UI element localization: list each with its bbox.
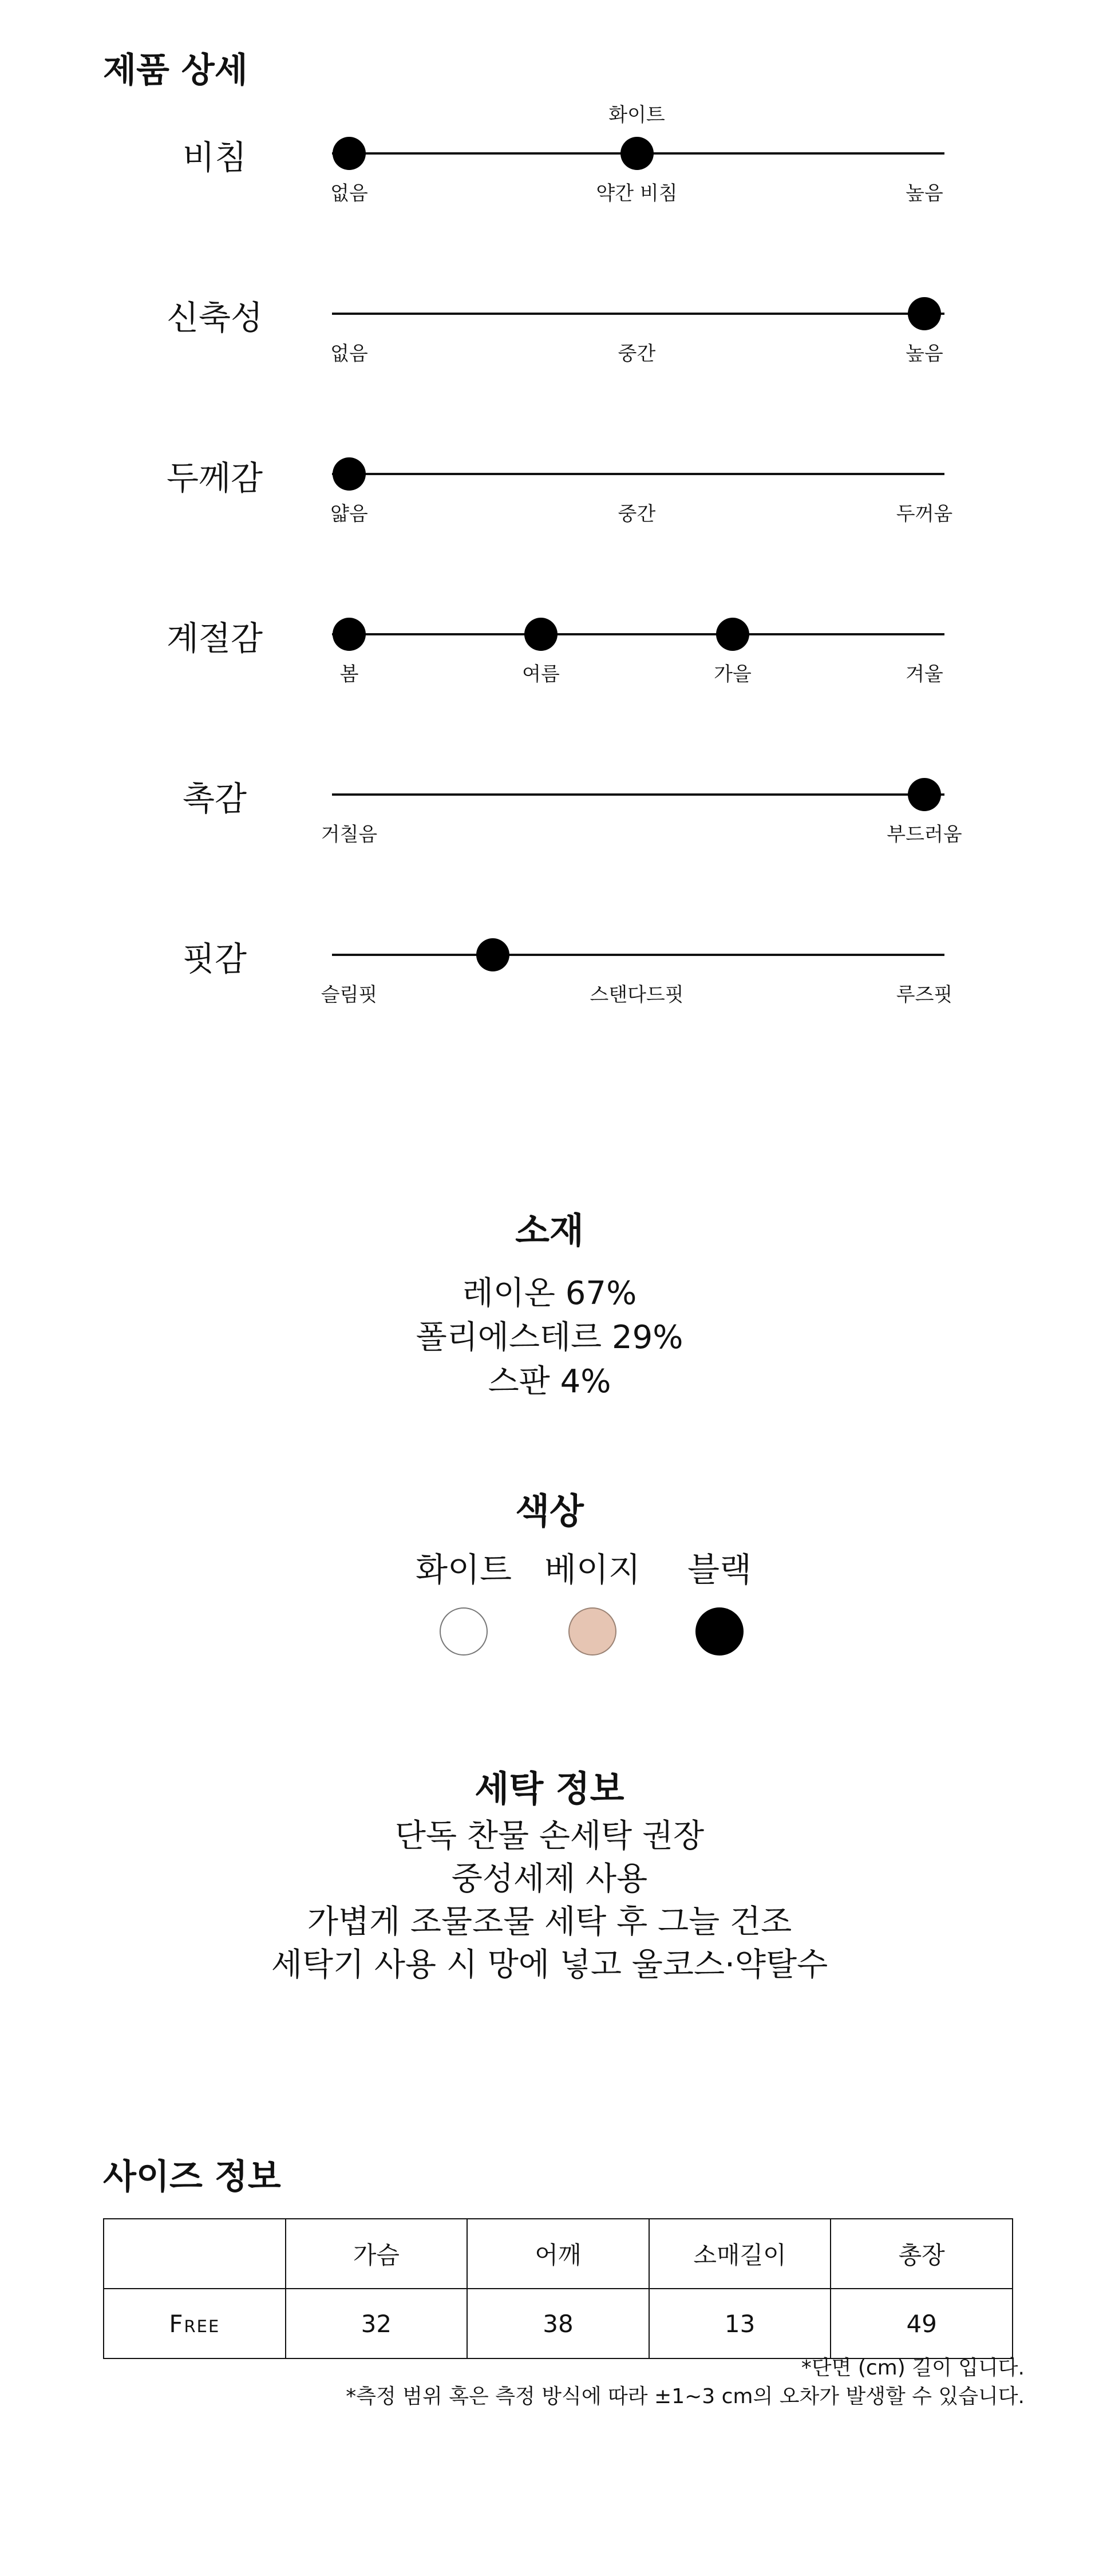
- attribute-tick-label: 루즈핏: [896, 983, 953, 1006]
- attribute-level-dot: [908, 297, 941, 330]
- color-swatch-black: [695, 1607, 744, 1656]
- attribute-label: 신축성: [166, 298, 263, 337]
- attribute-tick-label: 중간: [618, 503, 656, 526]
- wash-line: 단독 찬물 손세탁 권장: [394, 1818, 705, 1855]
- attribute-tick-label: 높음: [906, 342, 943, 365]
- size-title: 사이즈 정보: [103, 2157, 281, 2197]
- color-name-white: 화이트: [415, 1550, 512, 1589]
- size-table-header-row: [104, 2219, 1013, 2289]
- attribute-level-dot: [333, 457, 366, 491]
- attribute-tick-label: 부드러움: [887, 823, 962, 846]
- size-header-cell: 소매길이: [649, 2219, 831, 2289]
- color-swatch-white: [440, 1607, 488, 1656]
- attribute-tick-label: 약간 비침: [596, 182, 678, 205]
- color-name-beige: 베이지: [544, 1550, 641, 1589]
- size-footnote: *단면 (cm) 길이 입니다.: [801, 2356, 1025, 2380]
- material-line: 레이온 67%: [462, 1275, 637, 1312]
- attribute-level-dot: [476, 938, 509, 971]
- size-header-cell: [104, 2219, 286, 2289]
- size-cell: 13: [649, 2289, 831, 2358]
- size-footnote: *측정 범위 혹은 측정 방식에 따라 ±1~3 cm의 오차가 발생할 수 있습니다.: [346, 2385, 1025, 2408]
- attribute-tick-label: 가을: [714, 663, 752, 686]
- size-cell: 32: [286, 2289, 468, 2358]
- attribute-level-dot: [333, 618, 366, 651]
- attribute-level-dot: [620, 137, 654, 170]
- size-table-row: [104, 2289, 1013, 2358]
- attribute-tick-label: 두꺼움: [896, 503, 953, 526]
- attribute-label: 촉감: [182, 779, 247, 818]
- attribute-label: 비침: [182, 138, 247, 177]
- detail-title: 제품 상세: [103, 50, 248, 90]
- attribute-tick-label: 봄: [339, 663, 359, 686]
- attribute-tick-label: 얇음: [330, 503, 368, 526]
- wash-line: 중성세제 사용: [451, 1860, 648, 1898]
- attribute-level-dot: [333, 137, 366, 170]
- color-name-black: 블랙: [687, 1550, 752, 1589]
- size-header-cell: 총장: [831, 2219, 1013, 2289]
- attribute-tick-label: 겨울: [906, 663, 943, 686]
- size-cell: 38: [467, 2289, 649, 2358]
- attribute-tick-label: 없음: [330, 342, 368, 365]
- wash-line: 세탁기 사용 시 망에 넣고 울코스·약탈수: [271, 1946, 828, 1984]
- attribute-level-dot: [908, 778, 941, 811]
- attribute-note: 화이트: [608, 104, 665, 127]
- attribute-label: 계절감: [166, 619, 263, 658]
- attribute-scale-line: [332, 954, 944, 956]
- material-line: 스판 4%: [488, 1363, 611, 1400]
- wash-line: 가볍게 조물조물 세탁 후 그늘 건조: [307, 1903, 792, 1941]
- material-title: 소재: [515, 1210, 584, 1251]
- attribute-tick-label: 여름: [522, 663, 560, 686]
- attribute-tick-label: 없음: [330, 182, 368, 205]
- attribute-tick-label: 슬림핏: [321, 983, 378, 1006]
- material-line: 폴리에스테르 29%: [416, 1319, 683, 1356]
- attribute-tick-label: 거칠음: [321, 823, 378, 846]
- attribute-level-dot: [524, 618, 558, 651]
- size-table: [103, 2218, 1013, 2359]
- attribute-scale-line: [332, 313, 944, 315]
- attribute-scale-line: [332, 633, 944, 635]
- colors-title: 색상: [515, 1490, 584, 1532]
- size-cell: Free: [104, 2289, 286, 2358]
- attribute-level-dot: [716, 618, 749, 651]
- size-header-cell: 어깨: [467, 2219, 649, 2289]
- color-swatch-beige: [568, 1607, 616, 1656]
- attribute-scale-line: [332, 473, 944, 475]
- attribute-tick-label: 스탠다드핏: [590, 983, 684, 1006]
- attribute-tick-label: 중간: [618, 342, 656, 365]
- size-cell: 49: [831, 2289, 1013, 2358]
- attribute-label: 두께감: [166, 459, 263, 497]
- attribute-label: 핏감: [182, 939, 247, 978]
- wash-title: 세탁 정보: [475, 1768, 624, 1809]
- attribute-scale-line: [332, 793, 944, 796]
- size-header-cell: 가슴: [286, 2219, 468, 2289]
- attribute-tick-label: 높음: [906, 182, 943, 205]
